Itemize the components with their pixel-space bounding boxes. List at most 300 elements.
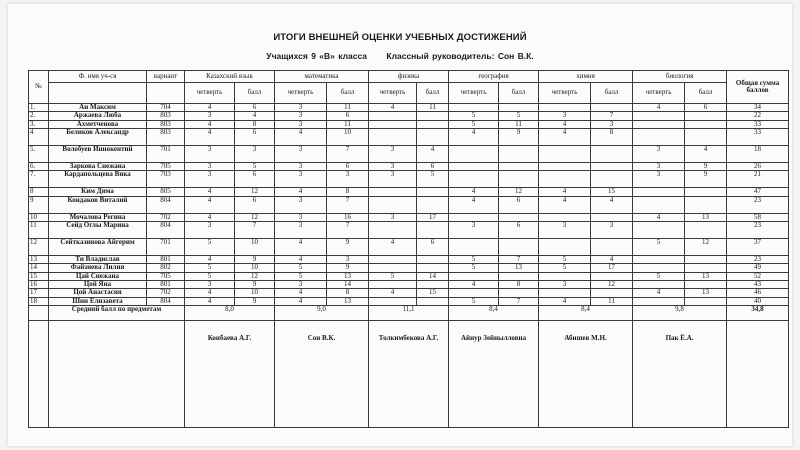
row-number: 8: [29, 188, 49, 196]
score-cell: [417, 264, 449, 272]
signature-total-blank: [727, 321, 789, 428]
student-name: Волобуев Иннокентий: [49, 146, 147, 163]
student-row: [29, 129, 789, 146]
score-cell: 8: [499, 281, 539, 289]
quarter-cell: 4: [185, 213, 235, 221]
variant-cell: 701: [147, 239, 185, 256]
header-score: балл: [235, 83, 275, 104]
quarter-cell: [449, 163, 499, 171]
quarter-cell: 3: [369, 213, 417, 221]
score-cell: 9: [235, 256, 275, 264]
student-name: Цай Снежана: [49, 272, 147, 280]
average-biology: 9,8: [633, 306, 727, 321]
score-cell: 12: [591, 281, 633, 289]
student-row: [29, 297, 789, 305]
quarter-cell: 5: [449, 120, 499, 128]
header-quarter: четверть: [539, 83, 591, 104]
score-cell: 17: [417, 213, 449, 221]
score-cell: [591, 239, 633, 256]
score-cell: 7: [327, 222, 369, 239]
quarter-cell: [539, 239, 591, 256]
variant-cell: 804: [147, 196, 185, 213]
document-title: ИТОГИ ВНЕШНЕЙ ОЦЕНКИ УЧЕБНЫХ ДОСТИЖЕНИЙ: [273, 32, 527, 43]
score-cell: 5: [417, 171, 449, 188]
row-number: 15: [29, 272, 49, 280]
student-name: Сейд Оглы Марина: [49, 222, 147, 239]
score-cell: 4: [591, 256, 633, 264]
row-number: 5.: [29, 146, 49, 163]
quarter-cell: 5: [275, 264, 327, 272]
row-number: 9: [29, 196, 49, 213]
score-cell: [499, 163, 539, 171]
quarter-cell: [449, 272, 499, 280]
header-quarter: четверть: [275, 83, 327, 104]
score-cell: 7: [591, 112, 633, 120]
score-cell: 6: [235, 104, 275, 112]
score-cell: 13: [685, 289, 727, 297]
student-name: Ким Дима: [49, 188, 147, 196]
total-cell: 43: [727, 281, 789, 289]
student-name: Цой Яна: [49, 281, 147, 289]
score-cell: [499, 239, 539, 256]
row-number: 13: [29, 256, 49, 264]
score-cell: [685, 264, 727, 272]
quarter-cell: 3: [539, 222, 591, 239]
student-row: [29, 281, 789, 289]
score-cell: 3: [327, 171, 369, 188]
quarter-cell: [449, 289, 499, 297]
score-cell: 9: [327, 239, 369, 256]
score-cell: 15: [591, 188, 633, 196]
score-cell: 9: [235, 297, 275, 305]
score-cell: 6: [235, 129, 275, 146]
signature-kazakh: Конбаева А.Г.: [185, 321, 275, 428]
score-cell: 13: [685, 272, 727, 280]
quarter-cell: 5: [449, 264, 499, 272]
quarter-cell: 3: [185, 146, 235, 163]
student-name: Мочалова Регина: [49, 213, 147, 221]
score-cell: 10: [327, 129, 369, 146]
variant-cell: 702: [147, 289, 185, 297]
average-row: [29, 306, 789, 321]
total-cell: 49: [727, 264, 789, 272]
quarter-cell: [369, 188, 417, 196]
quarter-cell: 4: [633, 213, 685, 221]
average-total: 34,8: [727, 306, 789, 321]
quarter-cell: [633, 256, 685, 264]
score-cell: 12: [235, 272, 275, 280]
quarter-cell: 3: [633, 171, 685, 188]
quarter-cell: 5: [633, 272, 685, 280]
variant-cell: 702: [147, 213, 185, 221]
quarter-cell: [369, 196, 417, 213]
quarter-cell: 4: [633, 289, 685, 297]
quarter-cell: 3: [275, 104, 327, 112]
header-variant: вариант: [147, 71, 185, 83]
quarter-cell: [539, 171, 591, 188]
variant-cell: 801: [147, 256, 185, 264]
quarter-cell: 3: [449, 222, 499, 239]
student-name: Кондаков Виталий: [49, 196, 147, 213]
score-cell: [591, 289, 633, 297]
header-score: балл: [417, 83, 449, 104]
quarter-cell: 3: [369, 163, 417, 171]
quarter-cell: 5: [369, 272, 417, 280]
score-cell: 7: [235, 222, 275, 239]
total-cell: 21: [727, 171, 789, 188]
score-cell: 7: [327, 146, 369, 163]
score-cell: 9: [327, 264, 369, 272]
total-cell: 26: [727, 163, 789, 171]
quarter-cell: 5: [185, 272, 235, 280]
quarter-cell: 4: [539, 129, 591, 146]
quarter-cell: 4: [369, 239, 417, 256]
variant-cell: 705: [147, 272, 185, 280]
student-name: Кардапольцева Вика: [49, 171, 147, 188]
quarter-cell: 4: [449, 196, 499, 213]
row-number: 7.: [29, 171, 49, 188]
quarter-cell: 3: [275, 213, 327, 221]
quarter-cell: [539, 213, 591, 221]
quarter-cell: [369, 264, 417, 272]
quarter-cell: [539, 163, 591, 171]
signature-row: [29, 321, 789, 428]
variant-cell: 802: [147, 264, 185, 272]
score-cell: [685, 281, 727, 289]
quarter-cell: 4: [185, 297, 235, 305]
header-score: балл: [327, 83, 369, 104]
score-cell: [591, 163, 633, 171]
score-cell: [591, 272, 633, 280]
score-cell: 9: [499, 129, 539, 146]
quarter-cell: 3: [369, 146, 417, 163]
score-cell: [417, 112, 449, 120]
student-name: Ахметченова: [49, 120, 147, 128]
quarter-cell: 5: [449, 112, 499, 120]
score-cell: 8: [235, 120, 275, 128]
quarter-cell: 3: [275, 146, 327, 163]
student-row: [29, 188, 789, 196]
quarter-cell: 4: [275, 239, 327, 256]
document-page: [8, 4, 792, 446]
student-name: Заркова Снежана: [49, 163, 147, 171]
quarter-cell: 5: [185, 239, 235, 256]
variant-cell: 803: [147, 120, 185, 128]
quarter-cell: 3: [185, 171, 235, 188]
score-cell: [591, 146, 633, 163]
total-cell: 23: [727, 222, 789, 239]
quarter-cell: 3: [369, 171, 417, 188]
student-rows: [29, 104, 789, 306]
student-name: Аржаева Люба: [49, 112, 147, 120]
quarter-cell: [369, 297, 417, 305]
quarter-cell: [633, 196, 685, 213]
signature-physics: Толкимбекова А.Г.: [369, 321, 449, 428]
quarter-cell: 4: [185, 196, 235, 213]
quarter-cell: 4: [275, 129, 327, 146]
row-number: 11: [29, 222, 49, 239]
header-row-subjects: [29, 71, 789, 83]
score-cell: 16: [327, 213, 369, 221]
quarter-cell: 4: [369, 289, 417, 297]
quarter-cell: 4: [449, 188, 499, 196]
header-quarter: четверть: [185, 83, 235, 104]
quarter-cell: 3: [275, 171, 327, 188]
student-row: [29, 256, 789, 264]
row-number: 6.: [29, 163, 49, 171]
quarter-cell: 4: [275, 256, 327, 264]
student-row: [29, 239, 789, 256]
average-geography: 8,4: [449, 306, 539, 321]
row-number: 4: [29, 129, 49, 146]
score-cell: 4: [235, 112, 275, 120]
header-quarter: четверть: [633, 83, 685, 104]
student-row: [29, 163, 789, 171]
student-row: [29, 222, 789, 239]
variant-cell: 701: [147, 146, 185, 163]
average-physics: 11,1: [369, 306, 449, 321]
score-cell: [685, 256, 727, 264]
score-cell: 13: [327, 272, 369, 280]
score-cell: 4: [685, 146, 727, 163]
average-chemistry: 8,4: [539, 306, 633, 321]
score-cell: [417, 129, 449, 146]
score-cell: 6: [417, 163, 449, 171]
quarter-cell: 5: [539, 256, 591, 264]
student-row: [29, 104, 789, 112]
quarter-cell: [449, 213, 499, 221]
quarter-cell: 4: [633, 104, 685, 112]
score-cell: 4: [591, 196, 633, 213]
header-quarter: четверть: [449, 83, 499, 104]
row-number: 12: [29, 239, 49, 256]
quarter-cell: [633, 281, 685, 289]
score-cell: 11: [327, 120, 369, 128]
quarter-cell: [369, 281, 417, 289]
student-name: Ан Максим: [49, 104, 147, 112]
score-cell: 6: [235, 196, 275, 213]
quarter-cell: [449, 104, 499, 112]
quarter-cell: 4: [449, 129, 499, 146]
score-cell: 6: [499, 222, 539, 239]
score-cell: [685, 297, 727, 305]
score-cell: [685, 222, 727, 239]
quarter-cell: 3: [185, 112, 235, 120]
results-table: [28, 70, 789, 428]
quarter-cell: 5: [275, 272, 327, 280]
score-cell: 7: [499, 297, 539, 305]
score-cell: [417, 297, 449, 305]
quarter-cell: 4: [185, 188, 235, 196]
quarter-cell: 4: [275, 188, 327, 196]
total-cell: 46: [727, 289, 789, 297]
score-cell: [591, 171, 633, 188]
quarter-cell: 3: [633, 163, 685, 171]
total-cell: 23: [727, 256, 789, 264]
score-cell: 6: [417, 239, 449, 256]
student-row: [29, 213, 789, 221]
score-cell: 7: [327, 196, 369, 213]
score-cell: [685, 188, 727, 196]
score-cell: 3: [235, 146, 275, 163]
score-cell: 11: [327, 104, 369, 112]
variant-cell: 705: [147, 163, 185, 171]
quarter-cell: [369, 256, 417, 264]
score-cell: [591, 104, 633, 112]
score-cell: 10: [235, 264, 275, 272]
quarter-cell: [539, 289, 591, 297]
teacher-label: Классный руководитель: Сон В.К.: [386, 51, 534, 61]
score-cell: 14: [327, 281, 369, 289]
quarter-cell: 4: [539, 188, 591, 196]
average-kazakh: 8,0: [185, 306, 275, 321]
quarter-cell: 4: [185, 104, 235, 112]
quarter-cell: [449, 171, 499, 188]
total-cell: 23: [727, 196, 789, 213]
score-cell: [499, 171, 539, 188]
score-cell: 14: [417, 272, 449, 280]
score-cell: [499, 289, 539, 297]
student-row: [29, 112, 789, 120]
signature-math: Сон В.К.: [275, 321, 369, 428]
variant-cell: 704: [147, 104, 185, 112]
signature-geography: Айнур Зейнылловна: [449, 321, 539, 428]
header-biology: биология: [633, 71, 727, 83]
average-num-blank: [29, 306, 49, 321]
header-variant-blank: [147, 83, 185, 104]
student-name: Ти Владислав: [49, 256, 147, 264]
score-cell: 11: [591, 297, 633, 305]
signature-chemistry: Абишев М.Н.: [539, 321, 633, 428]
row-number: 18: [29, 297, 49, 305]
quarter-cell: [449, 146, 499, 163]
score-cell: 15: [417, 289, 449, 297]
quarter-cell: 4: [185, 289, 235, 297]
student-row: [29, 120, 789, 128]
quarter-cell: 4: [185, 129, 235, 146]
student-name: Цой Анастасия: [49, 289, 147, 297]
document-subtitle: [8, 51, 792, 61]
score-cell: [685, 112, 727, 120]
quarter-cell: 3: [275, 163, 327, 171]
score-cell: 17: [591, 264, 633, 272]
quarter-cell: 3: [275, 281, 327, 289]
student-name: Сейтказинова Айгерим: [49, 239, 147, 256]
total-cell: 22: [727, 112, 789, 120]
student-name: Беликов Александр: [49, 129, 147, 146]
row-number: 10: [29, 213, 49, 221]
score-cell: [499, 146, 539, 163]
quarter-cell: [633, 112, 685, 120]
score-cell: 6: [327, 112, 369, 120]
header-score: балл: [499, 83, 539, 104]
student-name: Шин Елизавета: [49, 297, 147, 305]
total-cell: 47: [727, 188, 789, 196]
header-math: математика: [275, 71, 369, 83]
student-row: [29, 146, 789, 163]
header-quarter: четверть: [369, 83, 417, 104]
quarter-cell: 3: [275, 196, 327, 213]
score-cell: 11: [417, 104, 449, 112]
student-row: [29, 171, 789, 188]
score-cell: 3: [591, 120, 633, 128]
quarter-cell: 5: [185, 264, 235, 272]
quarter-cell: [633, 264, 685, 272]
header-score: балл: [685, 83, 727, 104]
score-cell: 5: [499, 112, 539, 120]
total-cell: 18: [727, 146, 789, 163]
score-cell: 3: [591, 222, 633, 239]
quarter-cell: 3: [275, 120, 327, 128]
variant-cell: 804: [147, 222, 185, 239]
score-cell: [591, 213, 633, 221]
quarter-cell: 5: [539, 264, 591, 272]
total-cell: 37: [727, 239, 789, 256]
variant-cell: 803: [147, 112, 185, 120]
quarter-cell: 3: [185, 222, 235, 239]
score-cell: 12: [685, 239, 727, 256]
variant-cell: 805: [147, 188, 185, 196]
quarter-cell: 5: [449, 297, 499, 305]
score-cell: 3: [327, 256, 369, 264]
quarter-cell: 4: [275, 289, 327, 297]
row-number: 1.: [29, 104, 49, 112]
header-name-blank: [49, 83, 147, 104]
score-cell: 9: [685, 171, 727, 188]
score-cell: 9: [685, 163, 727, 171]
quarter-cell: 4: [275, 297, 327, 305]
score-cell: 13: [499, 264, 539, 272]
score-cell: 11: [499, 120, 539, 128]
score-cell: 12: [499, 188, 539, 196]
score-cell: 7: [499, 256, 539, 264]
header-physics: физика: [369, 71, 449, 83]
quarter-cell: 4: [539, 297, 591, 305]
score-cell: 6: [685, 104, 727, 112]
score-cell: [417, 222, 449, 239]
score-cell: 6: [235, 171, 275, 188]
student-row: [29, 289, 789, 297]
score-cell: [417, 196, 449, 213]
variant-cell: 801: [147, 281, 185, 289]
row-number: 2.: [29, 112, 49, 120]
score-cell: 6: [499, 196, 539, 213]
score-cell: [685, 129, 727, 146]
header-total: Общая сумма баллов: [727, 71, 789, 104]
quarter-cell: 3: [633, 146, 685, 163]
score-cell: 4: [417, 146, 449, 163]
signature-num-blank: [29, 321, 49, 428]
score-cell: 8: [327, 289, 369, 297]
total-cell: 34: [727, 104, 789, 112]
variant-cell: 703: [147, 171, 185, 188]
quarter-cell: [369, 222, 417, 239]
score-cell: [685, 196, 727, 213]
quarter-cell: [633, 129, 685, 146]
score-cell: [417, 120, 449, 128]
quarter-cell: [369, 112, 417, 120]
variant-cell: 804: [147, 297, 185, 305]
row-number: 16: [29, 281, 49, 289]
score-cell: 10: [235, 289, 275, 297]
header-geography: география: [449, 71, 539, 83]
quarter-cell: 3: [185, 281, 235, 289]
quarter-cell: 4: [369, 104, 417, 112]
header-score: балл: [591, 83, 633, 104]
quarter-cell: [539, 146, 591, 163]
score-cell: 13: [685, 213, 727, 221]
score-cell: [417, 256, 449, 264]
